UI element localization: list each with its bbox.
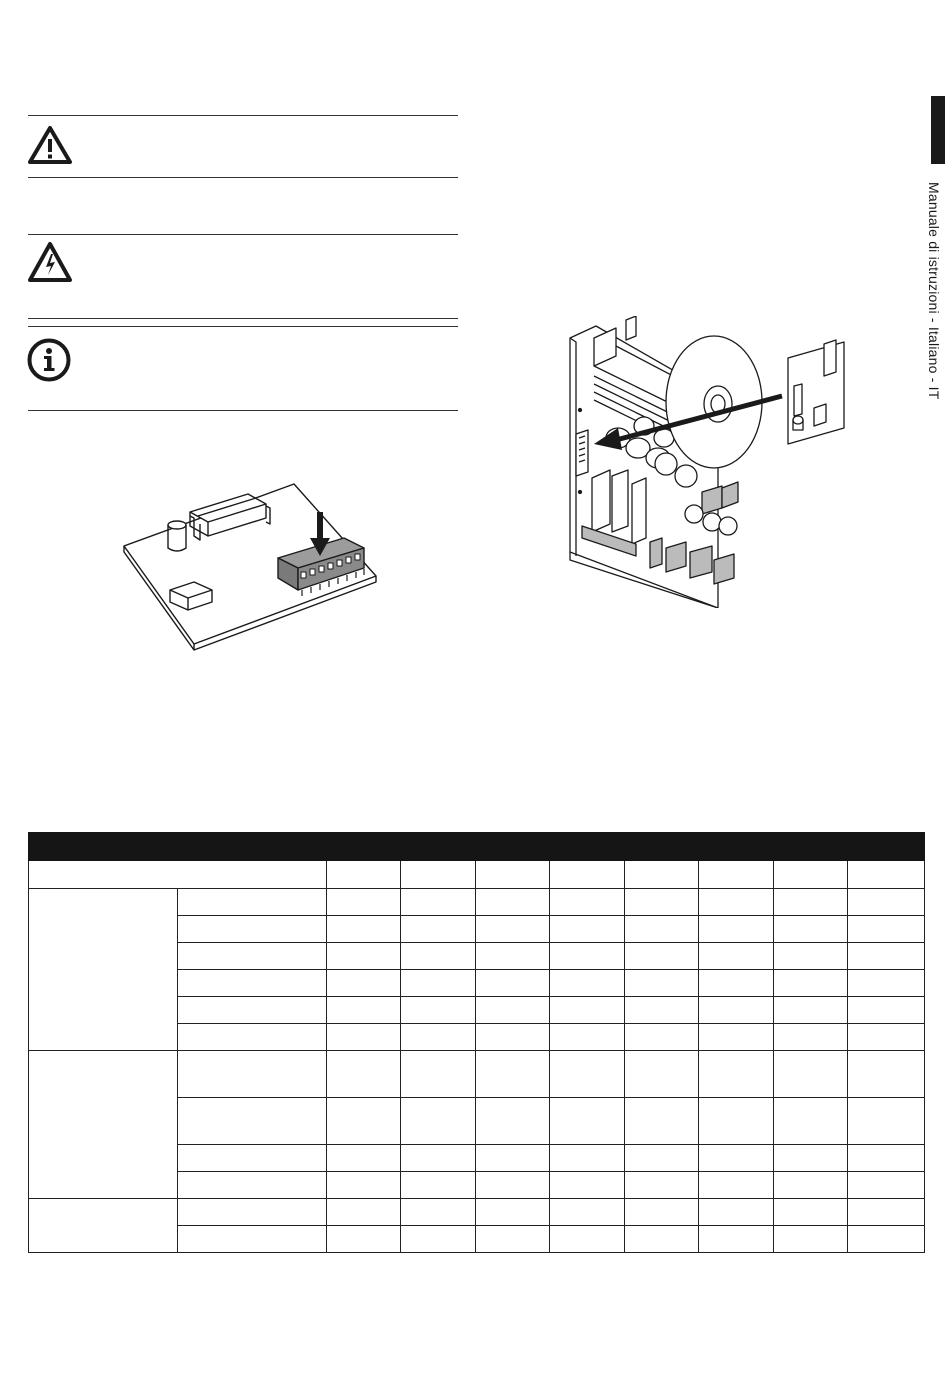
table-row xyxy=(29,861,925,889)
table-cell xyxy=(550,1145,625,1172)
table-cell xyxy=(327,943,401,970)
table-cell xyxy=(401,1226,476,1253)
table-cell xyxy=(401,1199,476,1226)
table-cell xyxy=(625,943,699,970)
table-cell xyxy=(550,889,625,916)
table-cell xyxy=(699,861,774,889)
table-cell xyxy=(550,916,625,943)
table-cell xyxy=(848,970,925,997)
table-cell xyxy=(476,916,550,943)
table-cell xyxy=(401,861,476,889)
table-cell xyxy=(625,1145,699,1172)
table-cell xyxy=(178,1226,327,1253)
table-cell xyxy=(625,916,699,943)
table-cell xyxy=(550,861,625,889)
table-cell xyxy=(550,997,625,1024)
notice-divider xyxy=(28,234,458,235)
table-cell xyxy=(476,997,550,1024)
section-tab-marker xyxy=(931,96,945,164)
table-cell xyxy=(774,1051,848,1098)
table-cell xyxy=(699,1199,774,1226)
notice-divider xyxy=(28,115,458,116)
table-cell xyxy=(401,970,476,997)
table-cell xyxy=(401,889,476,916)
table-cell xyxy=(550,943,625,970)
table-cell xyxy=(848,1199,925,1226)
table-cell xyxy=(476,861,550,889)
table-cell xyxy=(327,1024,401,1051)
table-cell xyxy=(178,1145,327,1172)
table-cell xyxy=(476,1098,550,1145)
table-cell xyxy=(774,970,848,997)
notice-divider xyxy=(28,318,458,319)
table-cell xyxy=(476,1145,550,1172)
table-cell xyxy=(699,916,774,943)
table-cell xyxy=(327,1145,401,1172)
table-cell xyxy=(625,861,699,889)
table-cell xyxy=(699,1226,774,1253)
table-cell xyxy=(848,997,925,1024)
table-cell xyxy=(178,1024,327,1051)
table-cell xyxy=(178,1098,327,1145)
table-cell xyxy=(774,1024,848,1051)
table-cell xyxy=(476,1172,550,1199)
table-cell xyxy=(178,1199,327,1226)
table-cell xyxy=(848,943,925,970)
table-cell xyxy=(476,1024,550,1051)
electrical-hazard-icon xyxy=(27,241,73,283)
table-cell xyxy=(550,970,625,997)
table-cell xyxy=(550,1199,625,1226)
table-cell xyxy=(625,889,699,916)
table-row xyxy=(29,889,925,916)
table-cell xyxy=(848,1098,925,1145)
table-cell xyxy=(699,1051,774,1098)
warning-triangle-icon xyxy=(27,125,73,165)
table-cell xyxy=(848,1051,925,1098)
table-cell xyxy=(625,1226,699,1253)
table-cell xyxy=(327,1172,401,1199)
table-cell xyxy=(774,889,848,916)
table-cell xyxy=(476,1226,550,1253)
table-cell xyxy=(476,970,550,997)
table-cell xyxy=(699,943,774,970)
table-row xyxy=(29,1051,925,1098)
table-cell xyxy=(29,861,327,889)
table-cell xyxy=(327,970,401,997)
table-cell xyxy=(774,861,848,889)
table-cell xyxy=(476,1199,550,1226)
table-cell xyxy=(401,1172,476,1199)
table-cell xyxy=(699,997,774,1024)
table-cell xyxy=(178,916,327,943)
table-cell xyxy=(774,997,848,1024)
terminal-board-illustration xyxy=(118,476,388,652)
table-cell xyxy=(774,1199,848,1226)
table-cell xyxy=(178,1051,327,1098)
table-header-row xyxy=(29,833,925,861)
table-cell xyxy=(625,1051,699,1098)
table-cell xyxy=(327,1226,401,1253)
manual-language-label: Manuale di istruzioni - Italiano - IT xyxy=(926,182,942,400)
table-cell xyxy=(401,916,476,943)
table-cell xyxy=(699,1098,774,1145)
table-cell xyxy=(774,916,848,943)
table-cell xyxy=(401,997,476,1024)
table-cell xyxy=(848,1024,925,1051)
table-cell xyxy=(625,1098,699,1145)
notice-divider xyxy=(28,410,458,411)
table-group-cell xyxy=(29,1199,178,1253)
table-cell xyxy=(848,916,925,943)
table-cell xyxy=(476,889,550,916)
table-cell xyxy=(327,1051,401,1098)
table-row xyxy=(29,1199,925,1226)
table-cell xyxy=(327,1098,401,1145)
table-cell xyxy=(178,889,327,916)
table-cell xyxy=(699,1145,774,1172)
table-cell xyxy=(178,970,327,997)
table-cell xyxy=(625,997,699,1024)
table-group-cell xyxy=(29,1051,178,1199)
table-cell xyxy=(699,1024,774,1051)
table-cell xyxy=(699,970,774,997)
table-cell xyxy=(774,1098,848,1145)
table-cell xyxy=(848,1226,925,1253)
table-cell xyxy=(774,1145,848,1172)
table-cell xyxy=(476,1051,550,1098)
table-cell xyxy=(327,997,401,1024)
table-cell xyxy=(774,943,848,970)
table-cell xyxy=(401,943,476,970)
table-cell xyxy=(327,1199,401,1226)
table-cell xyxy=(774,1172,848,1199)
table-cell xyxy=(625,970,699,997)
table-cell xyxy=(848,889,925,916)
table-cell xyxy=(625,1024,699,1051)
table-cell xyxy=(848,1172,925,1199)
specifications-table xyxy=(28,832,925,1253)
table-cell xyxy=(327,916,401,943)
table-header-cell xyxy=(29,833,925,861)
table-cell xyxy=(401,1051,476,1098)
table-cell xyxy=(848,1145,925,1172)
table-cell xyxy=(401,1145,476,1172)
table-cell xyxy=(550,1051,625,1098)
table-cell xyxy=(550,1098,625,1145)
table-cell xyxy=(401,1098,476,1145)
table-cell xyxy=(178,1172,327,1199)
table-cell xyxy=(327,861,401,889)
table-cell xyxy=(699,1172,774,1199)
table-cell xyxy=(848,861,925,889)
table-cell xyxy=(625,1172,699,1199)
table-cell xyxy=(699,889,774,916)
notice-divider xyxy=(28,177,458,178)
table-cell xyxy=(476,943,550,970)
table-cell xyxy=(550,1226,625,1253)
table-cell xyxy=(401,1024,476,1051)
info-icon xyxy=(26,337,72,383)
table-cell xyxy=(625,1199,699,1226)
table-group-cell xyxy=(29,889,178,1051)
table-cell xyxy=(774,1226,848,1253)
notice-divider xyxy=(28,326,458,327)
control-board-install-illustration xyxy=(566,316,850,608)
table-cell xyxy=(327,889,401,916)
table-cell xyxy=(550,1172,625,1199)
table-cell xyxy=(178,943,327,970)
table-cell xyxy=(550,1024,625,1051)
table-cell xyxy=(178,997,327,1024)
